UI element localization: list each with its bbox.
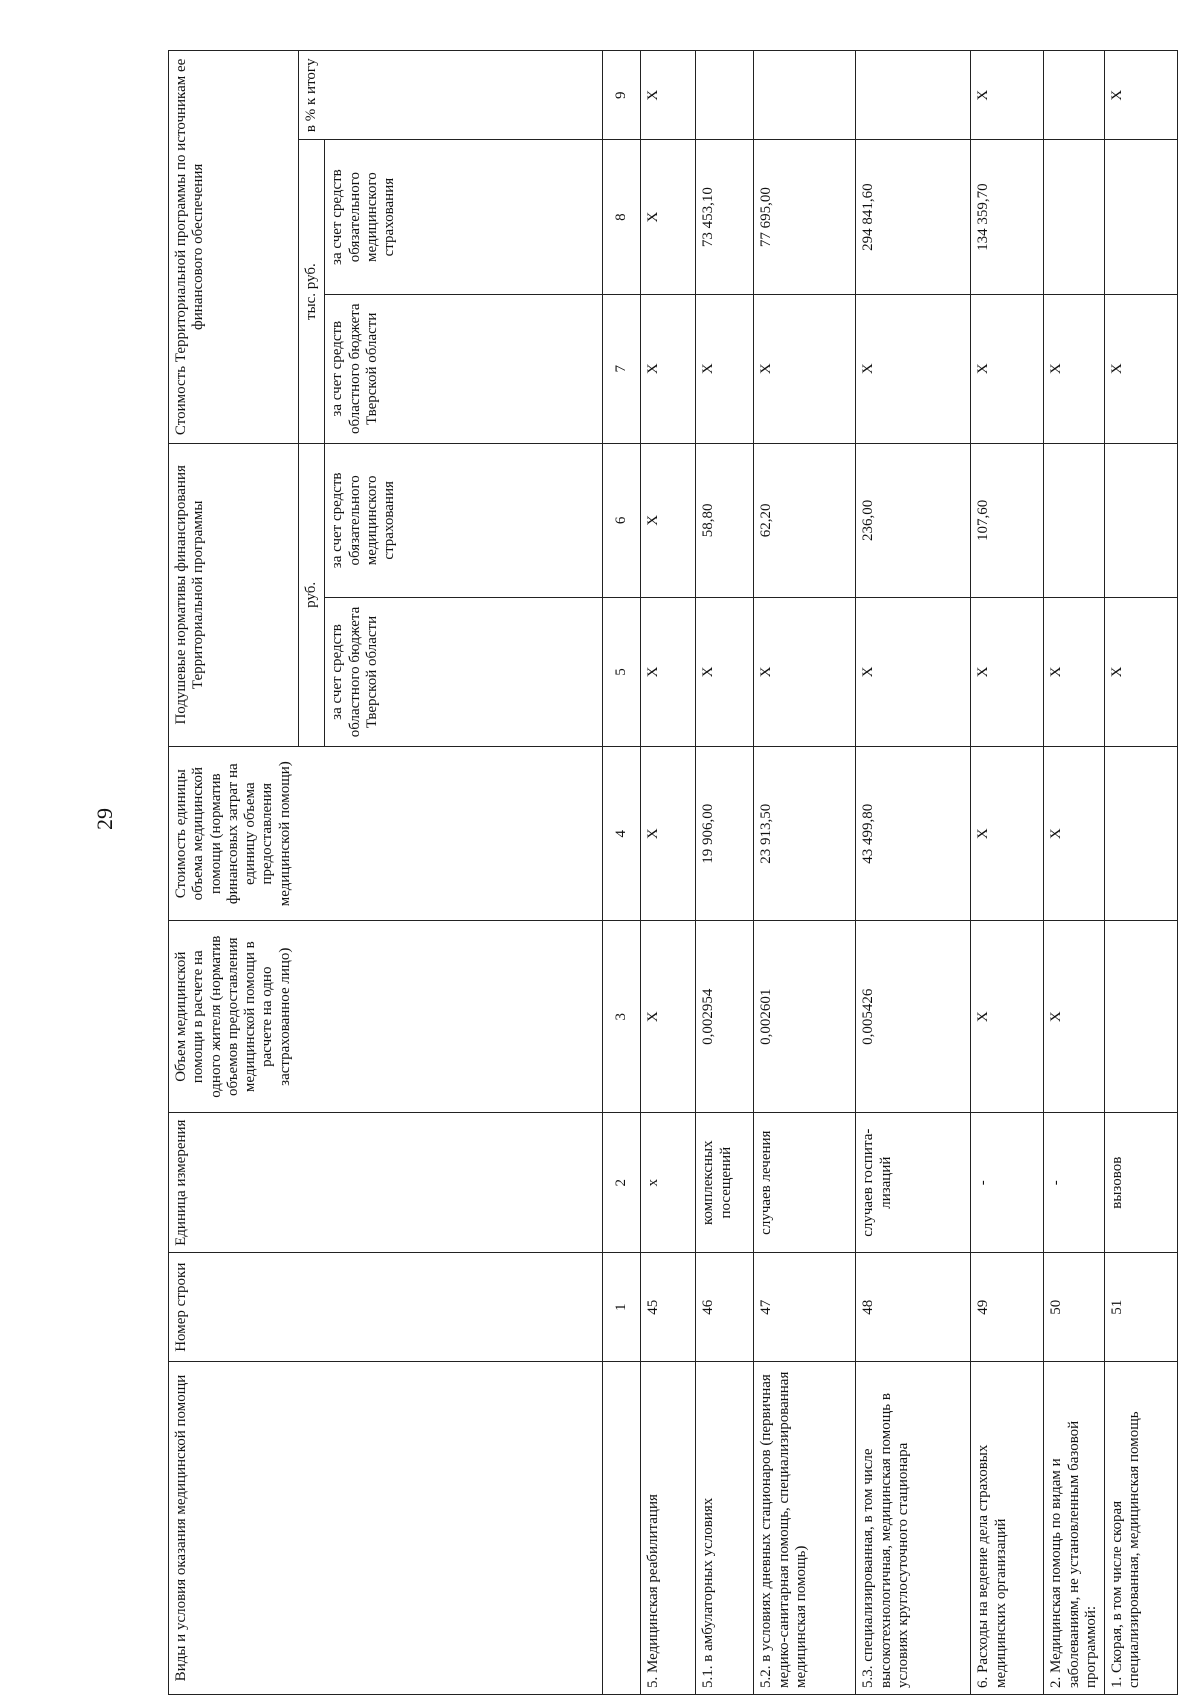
- column-number: 6: [603, 443, 641, 597]
- row-name: 5.3. специализированная, в том числе высокотехнологичная, медицинская помощь в условиях круглосуточного стационара: [856, 1361, 971, 1694]
- column-number: 3: [603, 921, 641, 1113]
- header-cost-oms: за счет средств обязательного медицинского страхования: [325, 140, 603, 294]
- row-unit-cost: X: [971, 746, 1044, 921]
- row-volume: X: [641, 921, 696, 1113]
- page-number: 29: [92, 808, 117, 830]
- row-volume: 0,002954: [696, 921, 754, 1113]
- row-norm-budget: X: [971, 598, 1044, 747]
- row-norm-budget: X: [641, 598, 696, 747]
- row-norm-oms: 107,60: [971, 443, 1044, 597]
- table-row: [696, 51, 754, 1695]
- row-percent: X: [641, 51, 696, 140]
- header-per-capita-norms: Подушевые нормативы финансирования Территориальной программы: [169, 443, 299, 746]
- rotated-table-wrapper: [168, 50, 1143, 1695]
- row-line-number: 46: [696, 1253, 754, 1362]
- row-cost-oms: 294 841,60: [856, 140, 971, 294]
- column-number: 5: [603, 598, 641, 747]
- row-percent: [1044, 51, 1105, 140]
- header-norm-oms: за счет средств обязательного медицинского страхования: [325, 443, 603, 597]
- column-number: 7: [603, 294, 641, 443]
- table-row: [856, 51, 971, 1695]
- row-line-number: 48: [856, 1253, 971, 1362]
- row-cost-oms: X: [641, 140, 696, 294]
- row-line-number: 47: [754, 1253, 856, 1362]
- row-unit-cost: 19 906,00: [696, 746, 754, 921]
- row-cost-oms: [1105, 140, 1178, 294]
- row-line-number: 51: [1105, 1253, 1178, 1362]
- row-cost-budget: X: [754, 294, 856, 443]
- column-number-row: [603, 51, 641, 1695]
- table-row: [754, 51, 856, 1695]
- row-percent: X: [1105, 51, 1178, 140]
- row-cost-budget: X: [641, 294, 696, 443]
- row-cost-oms: 134 359,70: [971, 140, 1044, 294]
- row-norm-budget: X: [1044, 598, 1105, 747]
- row-norm-oms: 236,00: [856, 443, 971, 597]
- row-cost-oms: [1044, 140, 1105, 294]
- row-norm-oms: [1105, 443, 1178, 597]
- row-cost-oms: 73 453,10: [696, 140, 754, 294]
- row-volume: X: [971, 921, 1044, 1113]
- header-volume: Объем медицинской помощи в расчете на одного жителя (норматив объемов предоставления медицинской помощи в расчете на одно застрахованное лицо): [169, 921, 603, 1113]
- row-unit-cost: X: [1044, 746, 1105, 921]
- row-unit-cost: [1105, 746, 1178, 921]
- row-unit: случаев госпита-лизаций: [856, 1112, 971, 1252]
- row-volume: [1105, 921, 1178, 1113]
- row-cost-oms: 77 695,00: [754, 140, 856, 294]
- column-number: [603, 1361, 641, 1694]
- row-norm-oms: [1044, 443, 1105, 597]
- row-cost-budget: X: [696, 294, 754, 443]
- header-unit: Единица измерения: [169, 1112, 603, 1252]
- row-unit-cost: 23 913,50: [754, 746, 856, 921]
- financing-table: [168, 50, 1178, 1695]
- header-thousand-rub: тыс. руб.: [299, 140, 325, 443]
- table-row: [641, 51, 696, 1695]
- header-unit-cost: Стоимость единицы объема медицинской помощи (норматив финансовых затрат на единицу объема предоставления медицинской помощи): [169, 746, 603, 921]
- row-volume: X: [1044, 921, 1105, 1113]
- row-line-number: 49: [971, 1253, 1044, 1362]
- row-norm-budget: X: [1105, 598, 1178, 747]
- row-unit: вызовов: [1105, 1112, 1178, 1252]
- row-norm-budget: X: [754, 598, 856, 747]
- row-cost-budget: X: [1105, 294, 1178, 443]
- row-norm-oms: 62,20: [754, 443, 856, 597]
- column-number: 4: [603, 746, 641, 921]
- row-unit: х: [641, 1112, 696, 1252]
- row-percent: X: [971, 51, 1044, 140]
- table-body: [641, 51, 1178, 1695]
- row-unit-cost: X: [641, 746, 696, 921]
- header-kinds: Виды и условия оказания медицинской помощи: [169, 1361, 603, 1694]
- row-norm-oms: X: [641, 443, 696, 597]
- table-row: [1044, 51, 1105, 1695]
- row-norm-budget: X: [856, 598, 971, 747]
- row-percent: [754, 51, 856, 140]
- column-number: 9: [603, 51, 641, 140]
- column-number: 1: [603, 1253, 641, 1362]
- row-name: 5. Медицинская реабилитация: [641, 1361, 696, 1694]
- header-line-number: Номер строки: [169, 1253, 603, 1362]
- row-name: 1. Скорая, в том числе скорая специализированная, медицинская помощь: [1105, 1361, 1178, 1694]
- header-percent-total: в % к итогу: [299, 51, 603, 140]
- header-cost-budget: за счет средств областного бюджета Тверской области: [325, 294, 603, 443]
- row-line-number: 45: [641, 1253, 696, 1362]
- header-program-cost: Стоимость Территориальной программы по источникам ее финансового обеспечения: [169, 51, 299, 444]
- row-norm-budget: X: [696, 598, 754, 747]
- header-rub: руб.: [299, 443, 325, 746]
- table-row: [1105, 51, 1178, 1695]
- row-name: 5.1. в амбулаторных условиях: [696, 1361, 754, 1694]
- row-percent: [856, 51, 971, 140]
- header-norm-budget: за счет средств областного бюджета Тверской области: [325, 598, 603, 747]
- row-cost-budget: X: [971, 294, 1044, 443]
- row-line-number: 50: [1044, 1253, 1105, 1362]
- row-volume: 0,002601: [754, 921, 856, 1113]
- row-name: 6. Расходы на ведение дела страховых медицинских организаций: [971, 1361, 1044, 1694]
- row-unit: комплексных посещений: [696, 1112, 754, 1252]
- row-norm-oms: 58,80: [696, 443, 754, 597]
- row-cost-budget: X: [856, 294, 971, 443]
- column-number: 8: [603, 140, 641, 294]
- table-row: [971, 51, 1044, 1695]
- column-number: 2: [603, 1112, 641, 1252]
- row-unit-cost: 43 499,80: [856, 746, 971, 921]
- row-percent: [696, 51, 754, 140]
- row-unit: -: [971, 1112, 1044, 1252]
- row-cost-budget: X: [1044, 294, 1105, 443]
- row-volume: 0,005426: [856, 921, 971, 1113]
- row-name: 5.2. в условиях дневных стационаров (первичная медико-санитарная помощь, специализированная медицинская помощь): [754, 1361, 856, 1694]
- row-unit: случаев лечения: [754, 1112, 856, 1252]
- row-unit: -: [1044, 1112, 1105, 1252]
- row-name: 2. Медицинская помощь по видам и заболеваниям, не установленным базовой программой:: [1044, 1361, 1105, 1694]
